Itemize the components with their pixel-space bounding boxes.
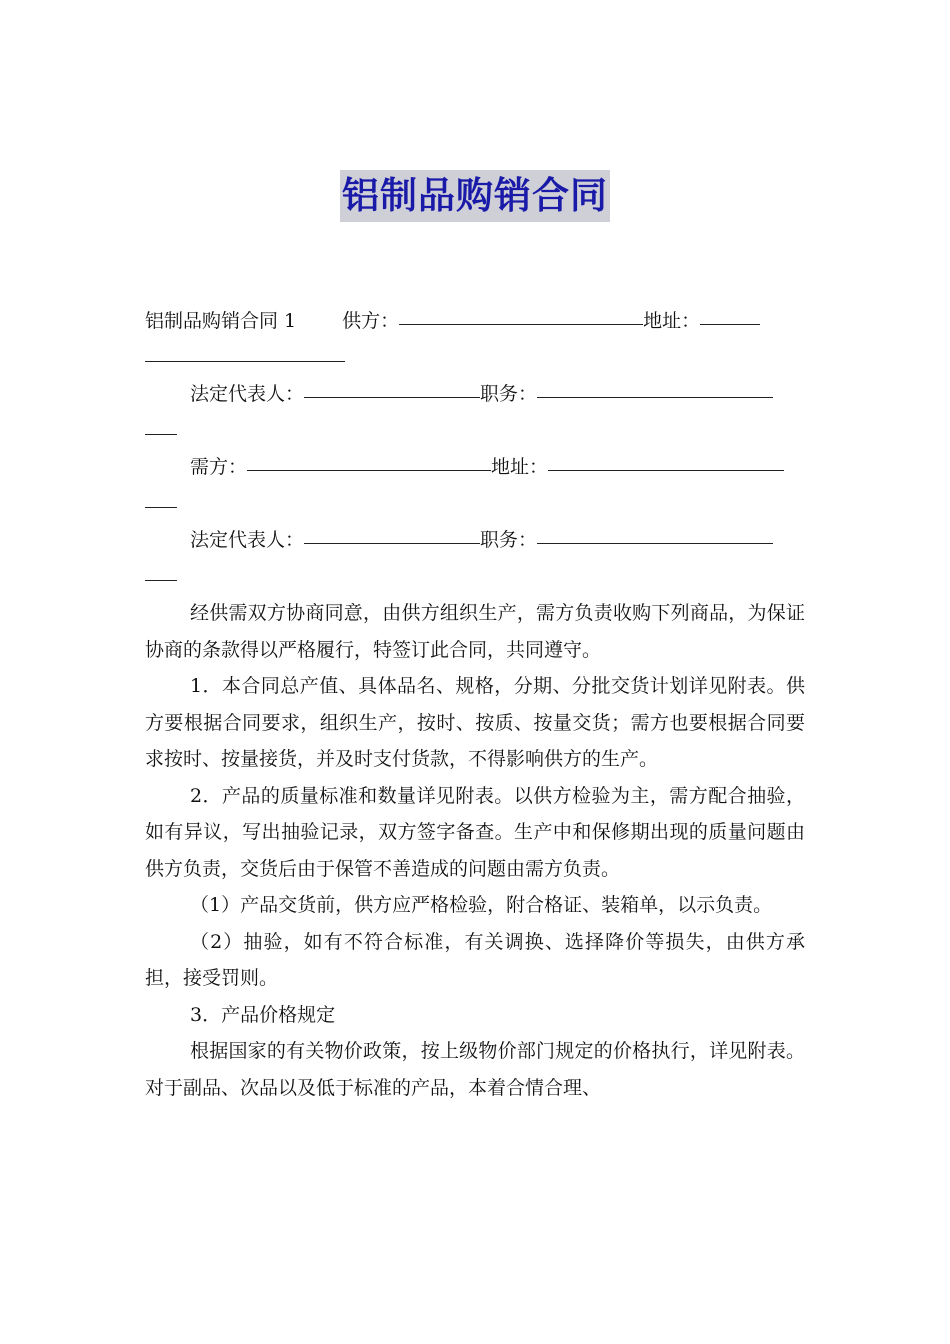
supplier-address-blank-continued <box>145 360 345 362</box>
position-2-blank-continued <box>145 579 177 581</box>
supplier-address-blank <box>700 323 760 325</box>
position-2-blank <box>537 542 773 544</box>
intro-paragraph: 经供需双方协商同意，由供方组织生产，需方负责收购下列商品，为保证协商的条款得以严格履行，特签订此合同，共同遵守。 <box>145 602 805 661</box>
clause-2-item-1: （1）产品交货前，供方应严格检验，附合格证、装箱单，以示负责。 <box>190 894 773 916</box>
legal-rep-2-blank <box>304 542 480 544</box>
buyer-blank <box>247 469 491 471</box>
supplier-field-block <box>145 303 805 376</box>
position-1-label: 职务： <box>480 383 538 405</box>
buyer-address-label: 地址： <box>491 456 549 478</box>
buyer-continuation <box>145 486 805 523</box>
legal-rep-1-blank <box>304 396 480 398</box>
supplier-blank <box>399 323 643 325</box>
position-1-blank <box>537 396 773 398</box>
position-1-blank-continued <box>145 433 177 435</box>
buyer-line <box>145 449 805 486</box>
legal-rep-1-label: 法定代表人： <box>190 383 305 405</box>
clause-1-paragraph: 1．本合同总产值、具体品名、规格，分期、分批交货计划详见附表。供方要根据合同要求，组织生产，按时、按质、按量交货；需方也要根据合同要求按时、按量接货，并及时支付货款，不得影响供方的生产。 <box>145 675 805 770</box>
legal-rep-2-continuation <box>145 559 805 596</box>
document-body <box>145 303 805 1106</box>
legal-rep-2-line <box>145 522 805 559</box>
legal-rep-1-continuation <box>145 413 805 450</box>
supplier-line <box>145 303 805 340</box>
clause-2-paragraph: 2．产品的质量标准和数量详见附表。以供方检验为主，需方配合抽验，如有异议，写出抽验记录，双方签字备查。生产中和保修期出现的质量问题由供方负责，交货后由于保管不善造成的问题由需方负责。 <box>145 784 805 880</box>
clause-3-paragraph: 根据国家的有关物价政策，按上级物价部门规定的价格执行，详见附表。对于副品、次品以及低于标准的产品，本着合情合理、 <box>145 1040 805 1099</box>
clause-3-heading: 3．产品价格规定 <box>190 1003 336 1026</box>
legal-rep-1-line <box>145 376 805 413</box>
document-title: 铝制品购销合同 <box>340 170 610 222</box>
document-name: 铝制品购销合同 1 <box>145 310 297 332</box>
clause-2-item-2: （2）抽验，如有不符合标准，有关调换、选择降价等损失，由供方承担，接受罚则。 <box>145 930 805 989</box>
supplier-label: 供方： <box>342 310 400 332</box>
buyer-address-blank <box>548 469 784 471</box>
legal-rep-2-field-block <box>145 522 805 595</box>
legal-rep-1-field-block <box>145 376 805 449</box>
buyer-label: 需方： <box>190 456 248 478</box>
buyer-field-block <box>145 449 805 522</box>
legal-rep-2-label: 法定代表人： <box>190 529 305 551</box>
buyer-address-blank-continued <box>145 506 177 508</box>
title-container <box>0 170 950 222</box>
supplier-address-label: 地址： <box>643 310 701 332</box>
position-2-label: 职务： <box>480 529 538 551</box>
supplier-address-continuation <box>145 340 805 377</box>
